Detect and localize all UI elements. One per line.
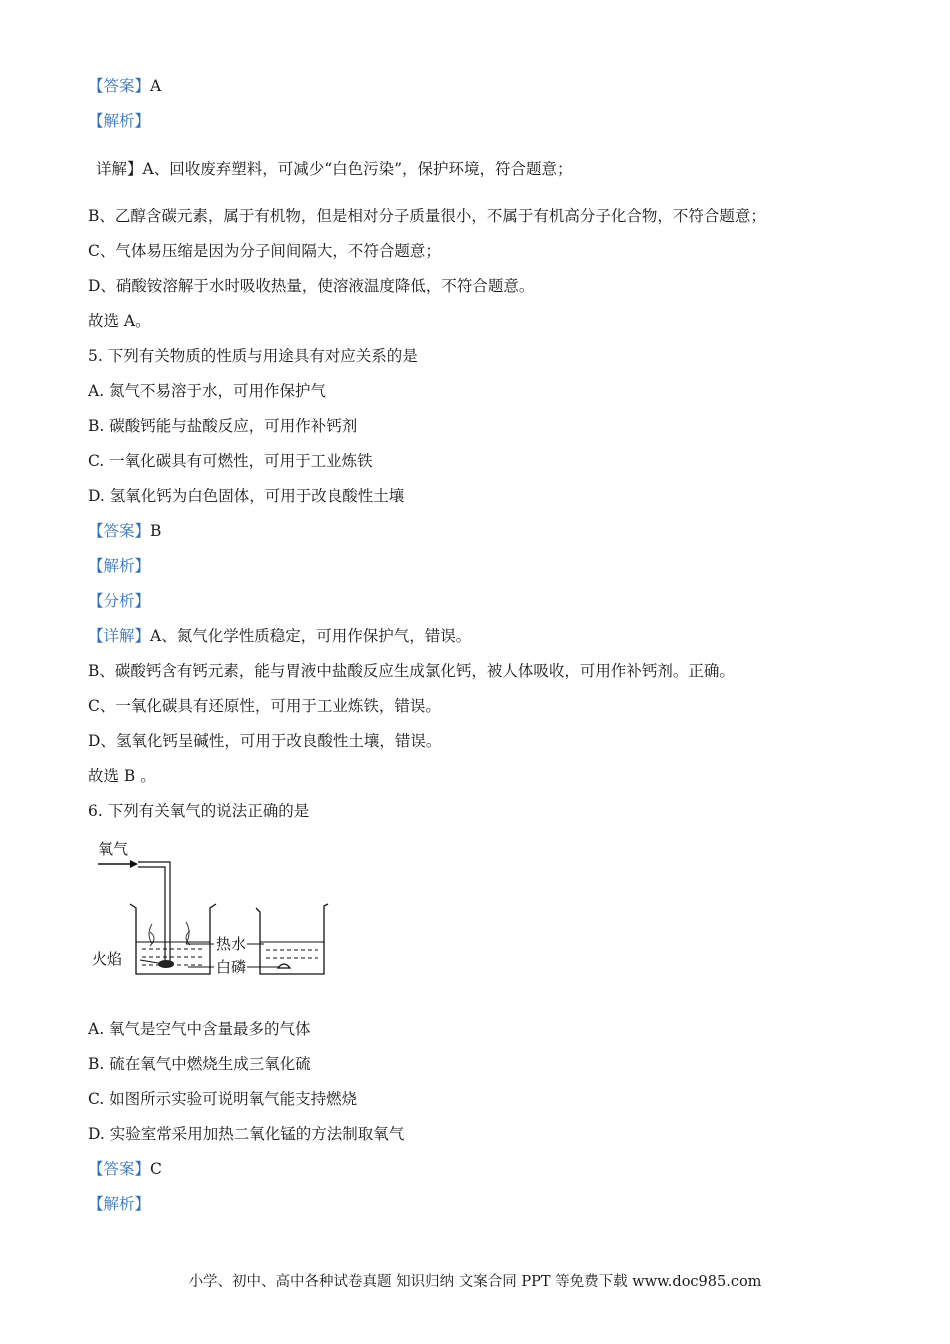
option-c: C. 如图所示实验可说明氧气能支持燃烧 [88, 1090, 358, 1108]
option-c: C. 一氧化碳具有可燃性，可用于工业炼铁 [88, 452, 373, 470]
option-a: A. 氮气不易溶于水，可用作保护气 [88, 382, 327, 400]
experiment-diagram [92, 836, 342, 986]
question-5: 5. 下列有关物质的性质与用途具有对应关系的是 [88, 347, 418, 365]
option-d: D. 实验室常采用加热二氧化锰的方法制取氧气 [88, 1125, 405, 1143]
arrow-head-icon [130, 860, 138, 868]
white-phosphorus-label: 白磷 [216, 958, 247, 976]
option-b: B. 硫在氧气中燃烧生成三氧化硫 [88, 1055, 311, 1073]
analysis-heading: 【解析】 [88, 1195, 151, 1213]
hot-water-label: 热水 [216, 935, 247, 953]
page-footer: 小学、初中、高中各种试卷真题 知识归纳 文案合同 PPT 等免费下载 www.doc985.com [188, 1274, 762, 1290]
detail-line: B、乙醇含碳元素，属于有机物，但是相对分子质量很小，不属于有机高分子化合物，不符合题意； [88, 207, 766, 225]
detail-line: C、气体易压缩是因为分子间间隔大，不符合题意； [88, 242, 441, 260]
detail-line: 【详解】A、氮气化学性质稳定，可用作保护气，错误。 [88, 627, 472, 645]
detail-line: C、一氧化碳具有还原性，可用于工业炼铁，错误。 [88, 697, 441, 715]
analysis-heading: 【解析】 [88, 112, 151, 130]
white-phosphorus-left [158, 960, 174, 968]
detail-line: D、硝酸铵溶解于水时吸收热量，使溶液温度降低，不符合题意。 [88, 277, 535, 295]
option-b: B. 碳酸钙能与盐酸反应，可用作补钙剂 [88, 417, 358, 435]
answer-line: 【答案】B [88, 522, 162, 540]
analysis-subheading: 【分析】 [88, 592, 151, 610]
white-phosphorus-right [278, 964, 290, 968]
conclusion-line: 故选 B 。 [88, 767, 156, 785]
oxygen-label: 氧气 [98, 840, 129, 858]
answer-line: 【答案】C [88, 1160, 162, 1178]
conclusion-line: 故选 A。 [88, 312, 151, 330]
detail-line: D、氢氧化钙呈碱性，可用于改良酸性土壤，错误。 [88, 732, 442, 750]
answer-line: 【答案】A [88, 77, 162, 95]
right-beaker [256, 904, 328, 974]
flame-label: 火焰 [92, 950, 123, 968]
analysis-heading: 【解析】 [88, 557, 151, 575]
option-d: D. 氢氧化钙为白色固体，可用于改良酸性土壤 [88, 487, 405, 505]
question-6: 6. 下列有关氧气的说法正确的是 [88, 802, 310, 820]
option-a: A. 氧气是空气中含量最多的气体 [88, 1020, 311, 1038]
detail-line: 详解】A、回收废弃塑料，可减少“白色污染”，保护环境，符合题意； [96, 160, 573, 178]
detail-line: B、碳酸钙含有钙元素，能与胃液中盐酸反应生成氯化钙，被人体吸收，可用作补钙剂。正确。 [88, 662, 735, 680]
